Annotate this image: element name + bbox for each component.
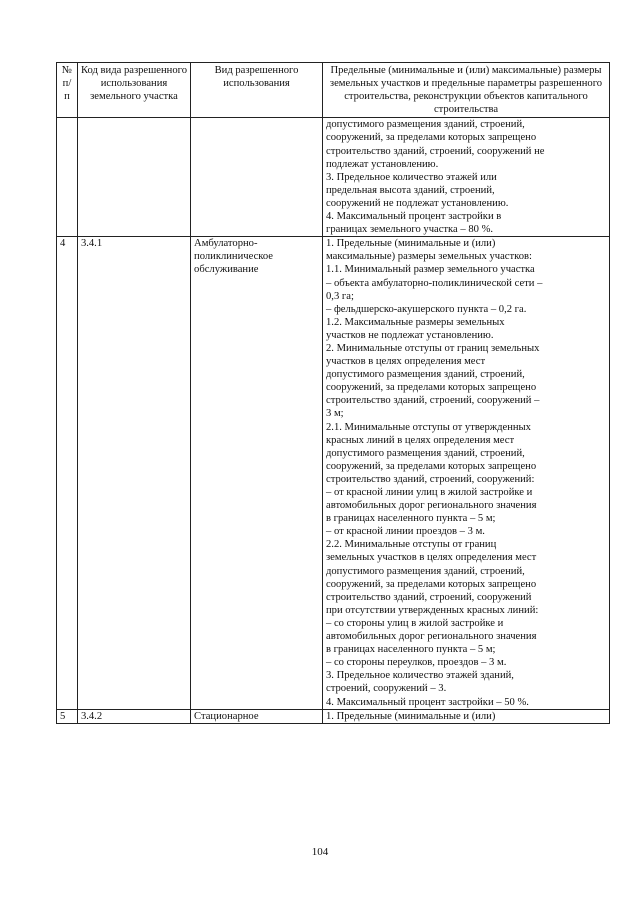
parameter-line: сооружений, за пределами которых запрещено	[326, 460, 537, 472]
parameter-line: 1. Предельные (минимальные и (или)	[326, 710, 496, 722]
parameter-line: сооружений не подлежат установлению.	[326, 197, 509, 209]
row-use-type	[191, 709, 323, 723]
parameter-line: допустимого размещения зданий, строений,	[326, 369, 525, 381]
row-code	[77, 118, 190, 237]
parameter-line: допустимого размещения зданий, строений,	[326, 119, 525, 131]
table-body	[57, 118, 610, 723]
parameter-line: земельных участков в целях определения мест	[326, 552, 537, 564]
row-parameters	[323, 118, 610, 237]
table-row	[57, 237, 610, 709]
table-row	[57, 118, 610, 237]
row-code: 3.4.1	[77, 237, 190, 709]
parameter-line: 2.2. Минимальные отступы от границ	[326, 539, 497, 551]
parameter-line: максимальные) размеры земельных участков:	[326, 251, 532, 263]
parameter-line: – объекта амбулаторно-поликлинической сети –	[326, 277, 543, 289]
use-type-line: обслуживание	[194, 264, 259, 276]
parameter-line: – со стороны переулков, проездов – 3 м.	[326, 657, 507, 669]
row-parameters	[323, 709, 610, 723]
row-number: 4	[57, 237, 78, 709]
row-number: 5	[57, 709, 78, 723]
parameter-line: строительство зданий, строений, сооружений	[326, 591, 532, 603]
parameter-line: сооружений, за пределами которых запрещено	[326, 382, 537, 394]
parameter-line: в границах населенного пункта – 5 м;	[326, 513, 496, 525]
parameter-line: – фельдшерско-акушерского пункта – 0,2 га.	[326, 303, 527, 315]
row-use-type	[191, 237, 323, 709]
use-type-line: поликлиническое	[194, 251, 274, 263]
parameter-line: допустимого размещения зданий, строений,	[326, 447, 525, 459]
use-type-line: Амбулаторно-	[194, 238, 258, 250]
parameter-line: при отсутствии утвержденных красных линий:	[326, 604, 539, 616]
parameter-line: участков в целях определения мест	[326, 356, 486, 368]
parameter-line: красных линий в целях определения мест	[326, 434, 515, 446]
row-number	[57, 118, 78, 237]
parameter-line: – от красной линии улиц в жилой застройке и	[326, 487, 533, 498]
parameter-line: 3. Предельное количество этажей или	[326, 171, 497, 183]
parameter-line: участков не подлежат установлению.	[326, 329, 494, 341]
parameter-line: 1.2. Максимальные размеры земельных	[326, 316, 505, 328]
parameter-line: 1.1. Минимальный размер земельного участка	[326, 264, 535, 276]
use-type-line: Стационарное	[194, 710, 259, 722]
parameter-line: сооружений, за пределами которых запрещено	[326, 578, 537, 590]
header-parameters: Предельные (минимальные и (или) максимальные) размеры земельных участков и предельные параметры разрешенного строительства, реконструкции объектов капитального строительства	[323, 63, 610, 118]
parameter-line: 0,3 га;	[326, 290, 354, 302]
row-code: 3.4.2	[77, 709, 190, 723]
parameter-line: – со стороны улиц в жилой застройке и	[326, 617, 504, 629]
parameter-line: предельная высота зданий, строений,	[326, 184, 495, 196]
parameter-line: в границах населенного пункта – 5 м;	[326, 644, 496, 656]
parameter-line: 1. Предельные (минимальные и (или)	[326, 238, 496, 250]
parameter-line: строительство зданий, строений, сооружений:	[326, 473, 535, 485]
parameter-line: 3. Предельное количество этажей зданий,	[326, 670, 514, 682]
parameter-line: границах земельного участка – 80 %.	[326, 224, 494, 236]
row-parameters	[323, 237, 610, 709]
parameter-line: сооружений, за пределами которых запрещено	[326, 132, 537, 144]
page-number: 104	[311, 846, 329, 858]
parameter-line: допустимого размещения зданий, строений,	[326, 565, 525, 577]
header-code: Код вида разрешенного использования земельного участка	[77, 63, 190, 118]
parameter-line: 2.1. Минимальные отступы от утвержденных	[326, 421, 531, 433]
parameter-line: автомобильных дорог регионального значения	[326, 631, 537, 643]
header-number: № п/п	[57, 63, 78, 118]
table-header-row	[57, 63, 610, 118]
table-row	[57, 709, 610, 723]
parameter-line: 3 м;	[326, 408, 344, 420]
parameter-line: строительство зданий, строений, сооружений не	[326, 145, 545, 157]
parameter-line: 4. Максимальный процент застройки – 50 %.	[326, 696, 529, 708]
parameter-line: строений, сооружений – 3.	[326, 683, 447, 695]
parameter-line: строительство зданий, строений, сооружений –	[326, 395, 540, 407]
land-use-regulations-table	[56, 62, 610, 724]
parameter-line: 4. Максимальный процент застройки в	[326, 211, 502, 223]
row-use-type	[191, 118, 323, 237]
parameter-line: подлежат установлению.	[326, 158, 439, 170]
parameter-line: 2. Минимальные отступы от границ земельных	[326, 342, 540, 354]
parameter-line: автомобильных дорог регионального значения	[326, 500, 537, 512]
parameter-line: – от красной линии проездов – 3 м.	[326, 526, 485, 538]
header-use-type: Вид разрешенного использования	[191, 63, 323, 118]
